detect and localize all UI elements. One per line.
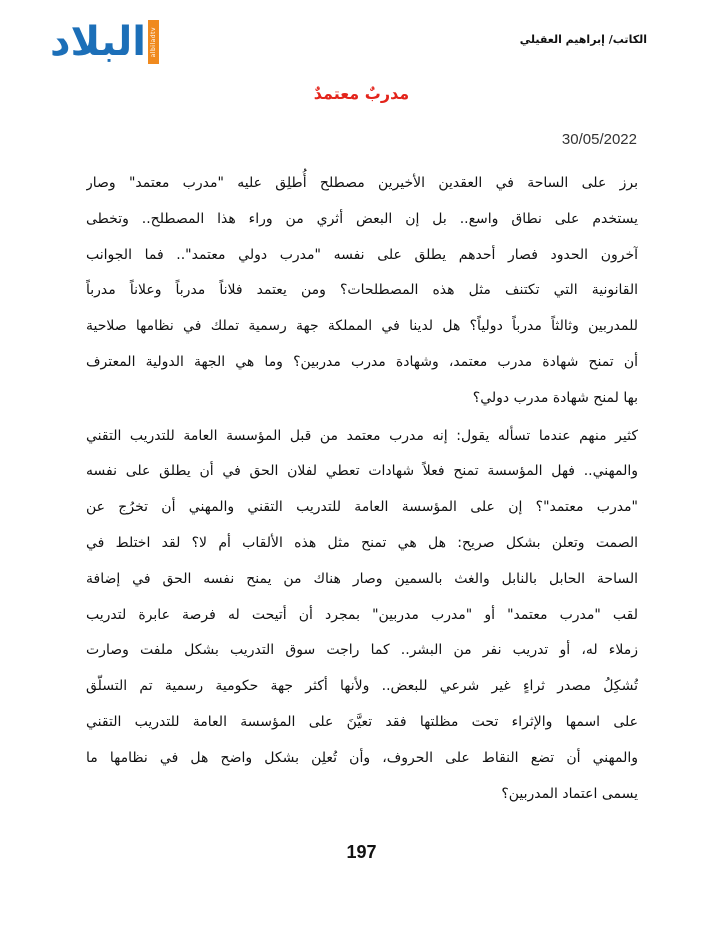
article-body [86,166,638,812]
logo-tag [148,20,159,64]
text-line: تُشكِلُ مصدر ثراءٍ غير شرعي للبعض.. ولأنها أكثر جهة حكومية رسمية تم التسلّق [86,678,638,695]
text-line: للمدربين وثالثاً مدرباً دولياً؟ هل لدينا في المملكة جهة رسمية تملك في نظامها صلاحية [86,318,638,335]
logo [50,18,159,64]
author-name: الكاتب/ إبراهيم العقيلي [519,33,647,46]
text-line: أن تمنح شهادة مدرب معتمد، وشهادة مدرب مدربين؟ وما هي الجهة الدولية المعترف [86,353,638,370]
text-line: والمهني أن تضع النقاط على الحروف، وأن تُعلِن بشكل واضح هل في نظامها ما [86,749,638,766]
article-date: 30/05/2022 [561,131,637,148]
text-line: كثير منهم عندما تسأله يقول: إنه مدرب معتمد من قبل المؤسسة العامة للتدريب التقني [86,427,638,444]
text-line: آخرون الحدود فصار أحدهم يطلق على نفسه "مدرب دولي معتمد".. فما الجوانب [86,246,638,263]
logo-tag-text: albiladtv [149,26,157,58]
page-number: 197 [346,842,377,862]
text-line: الصمت وتعلن بشكل صريح: هل هي تمنح مثل هذه الألقاب أم لا؟ لقد اختلط في [86,534,638,551]
text-line: والمهني.. فهل المؤسسة تمنح فعلاً شهادات تعطي لفلان الحق في أن يطلق على نفسه [86,463,638,480]
text-line: بها لمنح شهادة مدرب دولي؟ [472,389,638,406]
logo-text: البلاد [50,19,146,65]
text-line: الساحة الحابل بالنابل والغث بالسمين وصار هناك من يمنح نفسه الحق في إضافة [86,570,638,587]
text-line: برز على الساحة في العقدين الأخيرين مصطلح أُطلِق عليه "مدرب معتمد" وصار [86,175,638,191]
text-line: "مدرب معتمد"؟ إن على المؤسسة العامة للتدريب التقني والمهني أن تخرُج عن [86,499,638,516]
text-line: يستخدم على نطاق واسع.. بل إن البعض أثري من وراء هذا المصطلح.. وتخطى [86,210,638,227]
text-line: زملاء له، أو تدريب نفر من البشر.. كما راجت سوق التدريب بشكل ملفت وصارت [86,642,638,659]
article-title: مدربٌ معتمدٌ [313,84,410,103]
text-line: على اسمها والإثراء تحت مظلتها فقد تعيَّنَ على المؤسسة العامة للتدريب التقني [86,713,638,730]
text-line: لقب "مدرب معتمد" أو "مدرب مدربين" بمجرد أن أتيحت له فرصة عابرة لتدريب [86,606,638,623]
text-line: القانونية التي تكتنف مثل هذه المصطلحات؟ ومن يعتمد فلاناً مدرباً وعلاناً مدرباً [86,282,638,299]
paragraph [86,419,638,813]
paragraph [86,166,638,417]
text-line: يسمى اعتماد المدربين؟ [501,785,638,802]
